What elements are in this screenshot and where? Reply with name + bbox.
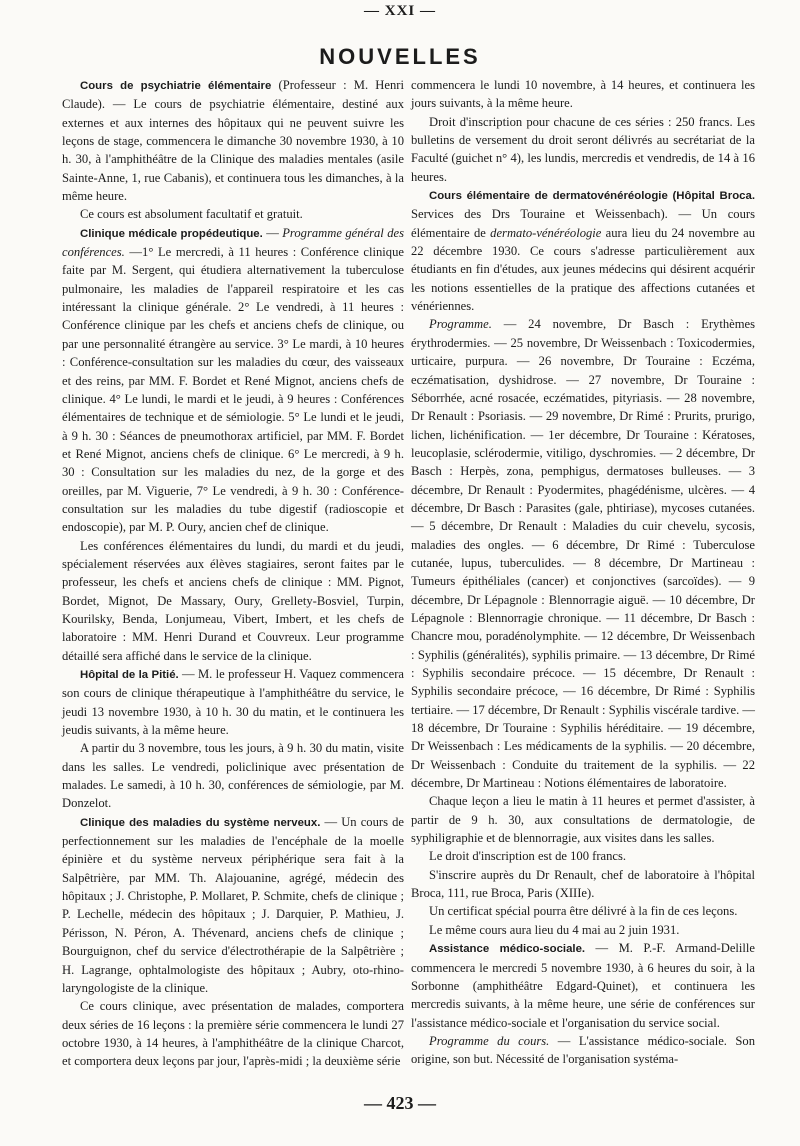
- dermatology-italic: dermato-vénéréologie: [490, 225, 602, 240]
- dermatology-text-2: aura lieu du 24 novembre au 22 décembre 1930. Ce cours s'adresse particulièrement aux étudiants en fin d'études, aux jeunes médecins qui désirent acquérir les notions essentielles de la pratique des affections cutanées et vénériennes.: [411, 225, 755, 314]
- propedeutics-program-title: Programme général des conférences.: [62, 225, 405, 260]
- nervous-system-text: — Un cours de perfectionnement sur les maladies de l'encéphale de la moelle épinière et du système nerveux périphérique sera fait à la Salpêtrière, par MM. Th. Alajouanine, agrégé, médecin des hôpitaux ; J. Christophe, P. Mollaret, P. Schmite, chefs de clinique ; P. Lechelle, médecin des hôpitaux ; J. Darquier, P. Mathieu, J. Périsson, N. Péron, A. Thévenard, anciens chefs de clinique ; Bourguignon, chef du service d'électrothérapie de la Salpêtrière ; H. Lagrange, ophtalmologiste des hôpitaux ; Aubry, oto-rhino-laryngologiste de la clinique.: [62, 814, 405, 995]
- propedeutics-heading: Clinique médicale propédeutique.: [80, 227, 263, 240]
- registration-fee-paragraph: Droit d'inscription pour chacune de ces séries : 250 francs. Les bulletins de versement du droit seront délivrés au secrétariat de la Faculté (guichet n° 4), les lundis, mercredis et vendredis, de 14 à 16 heures.: [411, 114, 755, 184]
- dermatology-heading: Cours élémentaire de dermatovénéréologie (Hôpital Broca.: [429, 190, 755, 203]
- social-program-paragraph: [411, 1032, 755, 1069]
- nervous-system-continuation: commencera le lundi 10 novembre, à 14 heures, et continuera les jours suivants, à la même heure.: [411, 78, 755, 111]
- propedeutics-dash: —: [262, 225, 283, 240]
- dermatology-program: [411, 315, 755, 792]
- social-assistance-heading: Assistance médico-sociale.: [429, 943, 586, 956]
- propedeutics-text: —1° Le mercredi, à 11 heures : Conférence clinique faite par M. Sergent, qui étudiera alternativement la tuberculose pulmonaire, les maladies de l'appareil respiratoire et les cas intéressant la clinique générale. 2° Le vendredi, à 11 heures : Conférence clinique par les chefs et anciens chefs de clinique, ou par une personnalité étrangère au service. 3° Le mardi, à 10 heures : Conférence-consultation sur les maladies du cœur, des vaisseaux et des reins, par MM. F. Bordet et René Mignot, anciens chefs de clinique. 4° Le lundi, le mardi et le jeudi, à 9 heures : Conférences élémentaires de technique et de sémiologie. 5° Le lundi et le jeudi, à 9 h. 30 : Séances de pneumothorax artificiel, par MM. F. Bordet et René Mignot, anciens chefs de clinique. 6° Le mercredi, à 9 h. 30 : Consultation sur les maladies du nez, de la gorge et des oreilles, par M. Viguerie, 7° Le vendredi, à 9 h. 30 : Conférence-consultation sur les maladies du tube digestif (radioscopie et endoscopie), par M. P. Oury, ancien chef de clinique.: [62, 245, 404, 535]
- dermatology-program-title: Programme.: [429, 317, 492, 332]
- nervous-system-paragraph: [62, 813, 404, 997]
- right-column: [411, 76, 755, 1069]
- same-course-paragraph: Le même cours aura lieu du 4 mai au 2 juin 1931.: [429, 922, 680, 937]
- page-title: NOUVELLES: [319, 44, 481, 69]
- fee-paragraph: Le droit d'inscription est de 100 francs.: [429, 849, 627, 864]
- psychiatry-text: (Professeur : M. Henri Claude). — Le cours de psychiatrie élémentaire, destiné aux externes et aux internes des hôpitaux qui ne peuvent suivre les leçons de stage, commencera le dimanche 30 novembre 1930, à 10 h. 30, à l'amphithéâtre de la Clinique des maladies mentales (asile Sainte-Anne, 1, rue Cabanis), et continuera tous les dimanches, à la même heure.: [62, 78, 404, 204]
- pitie-paragraph: [62, 665, 404, 739]
- social-assistance-paragraph: [411, 939, 755, 1032]
- dermatology-paragraph: [411, 186, 755, 315]
- pitie-text: — M. le professeur H. Vaquez commencera son cours de clinique thérapeutique à l'amphithéâtre du service, le jeudi 13 novembre 1930, à 10 h. 30 du matin, et le continuera les jeudis suivants, à la même heure.: [62, 667, 404, 738]
- propedeutics-paragraph-2: Les conférences élémentaires du lundi, du mardi et du jeudi, spécialement réservées aux élèves stagiaires, seront faites par le professeur, les chefs et anciens chefs de clinique : MM. Pignot, Bordet, Mignot, De Massary, Oury, Grellety-Bosviel, Turpin, Kourilsky, Benda, Lonjumeau, Vibert, Imbert, et les chefs de laboratoire : MM. Henri Durand et Couvreux. Leur programme détaillé sera affiché dans le service de la clinique.: [62, 538, 404, 663]
- psychiatry-paragraph: [62, 76, 404, 205]
- nervous-system-heading: Clinique des maladies du système nerveux.: [80, 816, 321, 829]
- psychiatry-heading: Cours de psychiatrie élémentaire: [80, 80, 272, 92]
- lesson-paragraph: Chaque leçon a lieu le matin à 11 heures et permet d'assister, à partir de 9 h. 30, aux consultations de dermatologie, de syphiligraphie et de blennorragie, aux visites dans les salles.: [411, 794, 755, 846]
- roman-page-number: — XXI —: [363, 3, 436, 19]
- register-paragraph: S'inscrire auprès du Dr Renault, chef de laboratoire à l'hôpital Broca, 111, rue Broca, Paris (XIIIe).: [411, 867, 755, 901]
- pitie-heading: Hôpital de la Pitié.: [80, 669, 179, 681]
- social-program-title: Programme du cours.: [429, 1033, 550, 1048]
- social-program-text: — L'assistance médico-sociale. Son origine, son but. Nécessité de l'organisation systéma-: [411, 1033, 755, 1067]
- social-assistance-text: — M. P.-F. Armand-Delille commencera le mercredi 5 novembre 1930, à 6 heures du soir, à la Sorbonne (amphithéâtre Edgard-Quinet), et continuera les mercredis suivants, à la même heure, une série de conférences sur l'assistance médico-sociale et l'organisation du service social.: [411, 941, 755, 1030]
- dermatology-text-1: Services des Drs Touraine et Weissenbach). — Un cours élémentaire de: [411, 207, 755, 240]
- dermatology-program-text: — 24 novembre, Dr Basch : Erythèmes érythrodermies. — 25 novembre, Dr Weissenbach : Toxicodermies, urticaire, purpura. — 26 novembre, Dr Touraine : Eczéma, eczématisation, dyshidrose. — 27 novembre, Dr Touraine : Séborrhée, acné rosacée, eczématides, pityriasis. — 28 novembre, Dr Renault : Psoriasis. — 29 novembre, Dr Rimé : Prurits, prurigo, lichen, lichénification. — 1er décembre, Dr Touraine : Kératoses, leucoplasie, sclérodermie, vitiligo, dyschromies. — 2 décembre, Dr Basch : Herpès, zona, pemphigus, dermatoses bulleuses. — 3 décembre, Dr Renault : Pyodermites, phagédénisme, ulcères. — 4 décembre, Dr Basch : Parasites (gale, phtiriase), mycoses cutanées. — 5 décembre, Dr Renault : Maladies du cuir chevelu, sycosis, maladies des ongles. — 6 décembre, Dr Rimé : Tuberculose cutanée, lupus, tuberculides. — 8 décembre, Dr Martineau : Tumeurs épithéliales (cancer) et conjonctives (sarcoïdes). — 9 décembre, Dr Lépagnole : Blennorragie aiguë. — 10 décembre, Dr Lépagnole : Blennorragie chronique. — 11 décembre, Dr Basch : Chancre mou, poradénolymphite. — 12 décembre, Dr Weissenbach : Syphilis (généralités), syphilis primaire. — 13 décembre, Dr Rimé : Syphilis secondaire précoce. — 15 décembre, Dr Renault : Syphilis secondaire précoce, — 16 décembre, Dr Rimé : Syphilis tertiaire. — 17 décembre, Dr Renault : Syphilis viscérale tardive. — 18 décembre, Dr Touraine : Syphilis héréditaire. — 19 décembre, Dr Weissenbach : Les médicaments de la syphilis. — 20 décembre, Dr Weissenbach : Conduite du traitement de la syphilis. — 22 décembre, Dr Martineau : Notions élémentaires de laboratoire.: [411, 317, 755, 791]
- page-number: — 423 —: [364, 1093, 436, 1113]
- pitie-paragraph-2: A partir du 3 novembre, tous les jours, à 9 h. 30 du matin, visite dans les salles. Le vendredi, policlinique avec présentation de malades. Le samedi, à 10 h. 30, conférences de sémiologie, par M. Donzelot.: [62, 741, 404, 811]
- certificate-paragraph: Un certificat spécial pourra être délivré à la fin de ces leçons.: [429, 904, 738, 919]
- nervous-system-paragraph-2: Ce cours clinique, avec présentation de malades, comportera deux séries de 16 leçons : la première série commencera le lundi 27 octobre 1930, à 14 heures, à l'amphithéâtre de la clinique Charcot, et comportera deux leçons par jour, l'après-midi ; la deuxième série: [62, 999, 404, 1069]
- propedeutics-paragraph: [62, 224, 404, 537]
- left-column: [62, 76, 404, 1071]
- psychiatry-note: Ce cours est absolument facultatif et gratuit.: [80, 207, 303, 222]
